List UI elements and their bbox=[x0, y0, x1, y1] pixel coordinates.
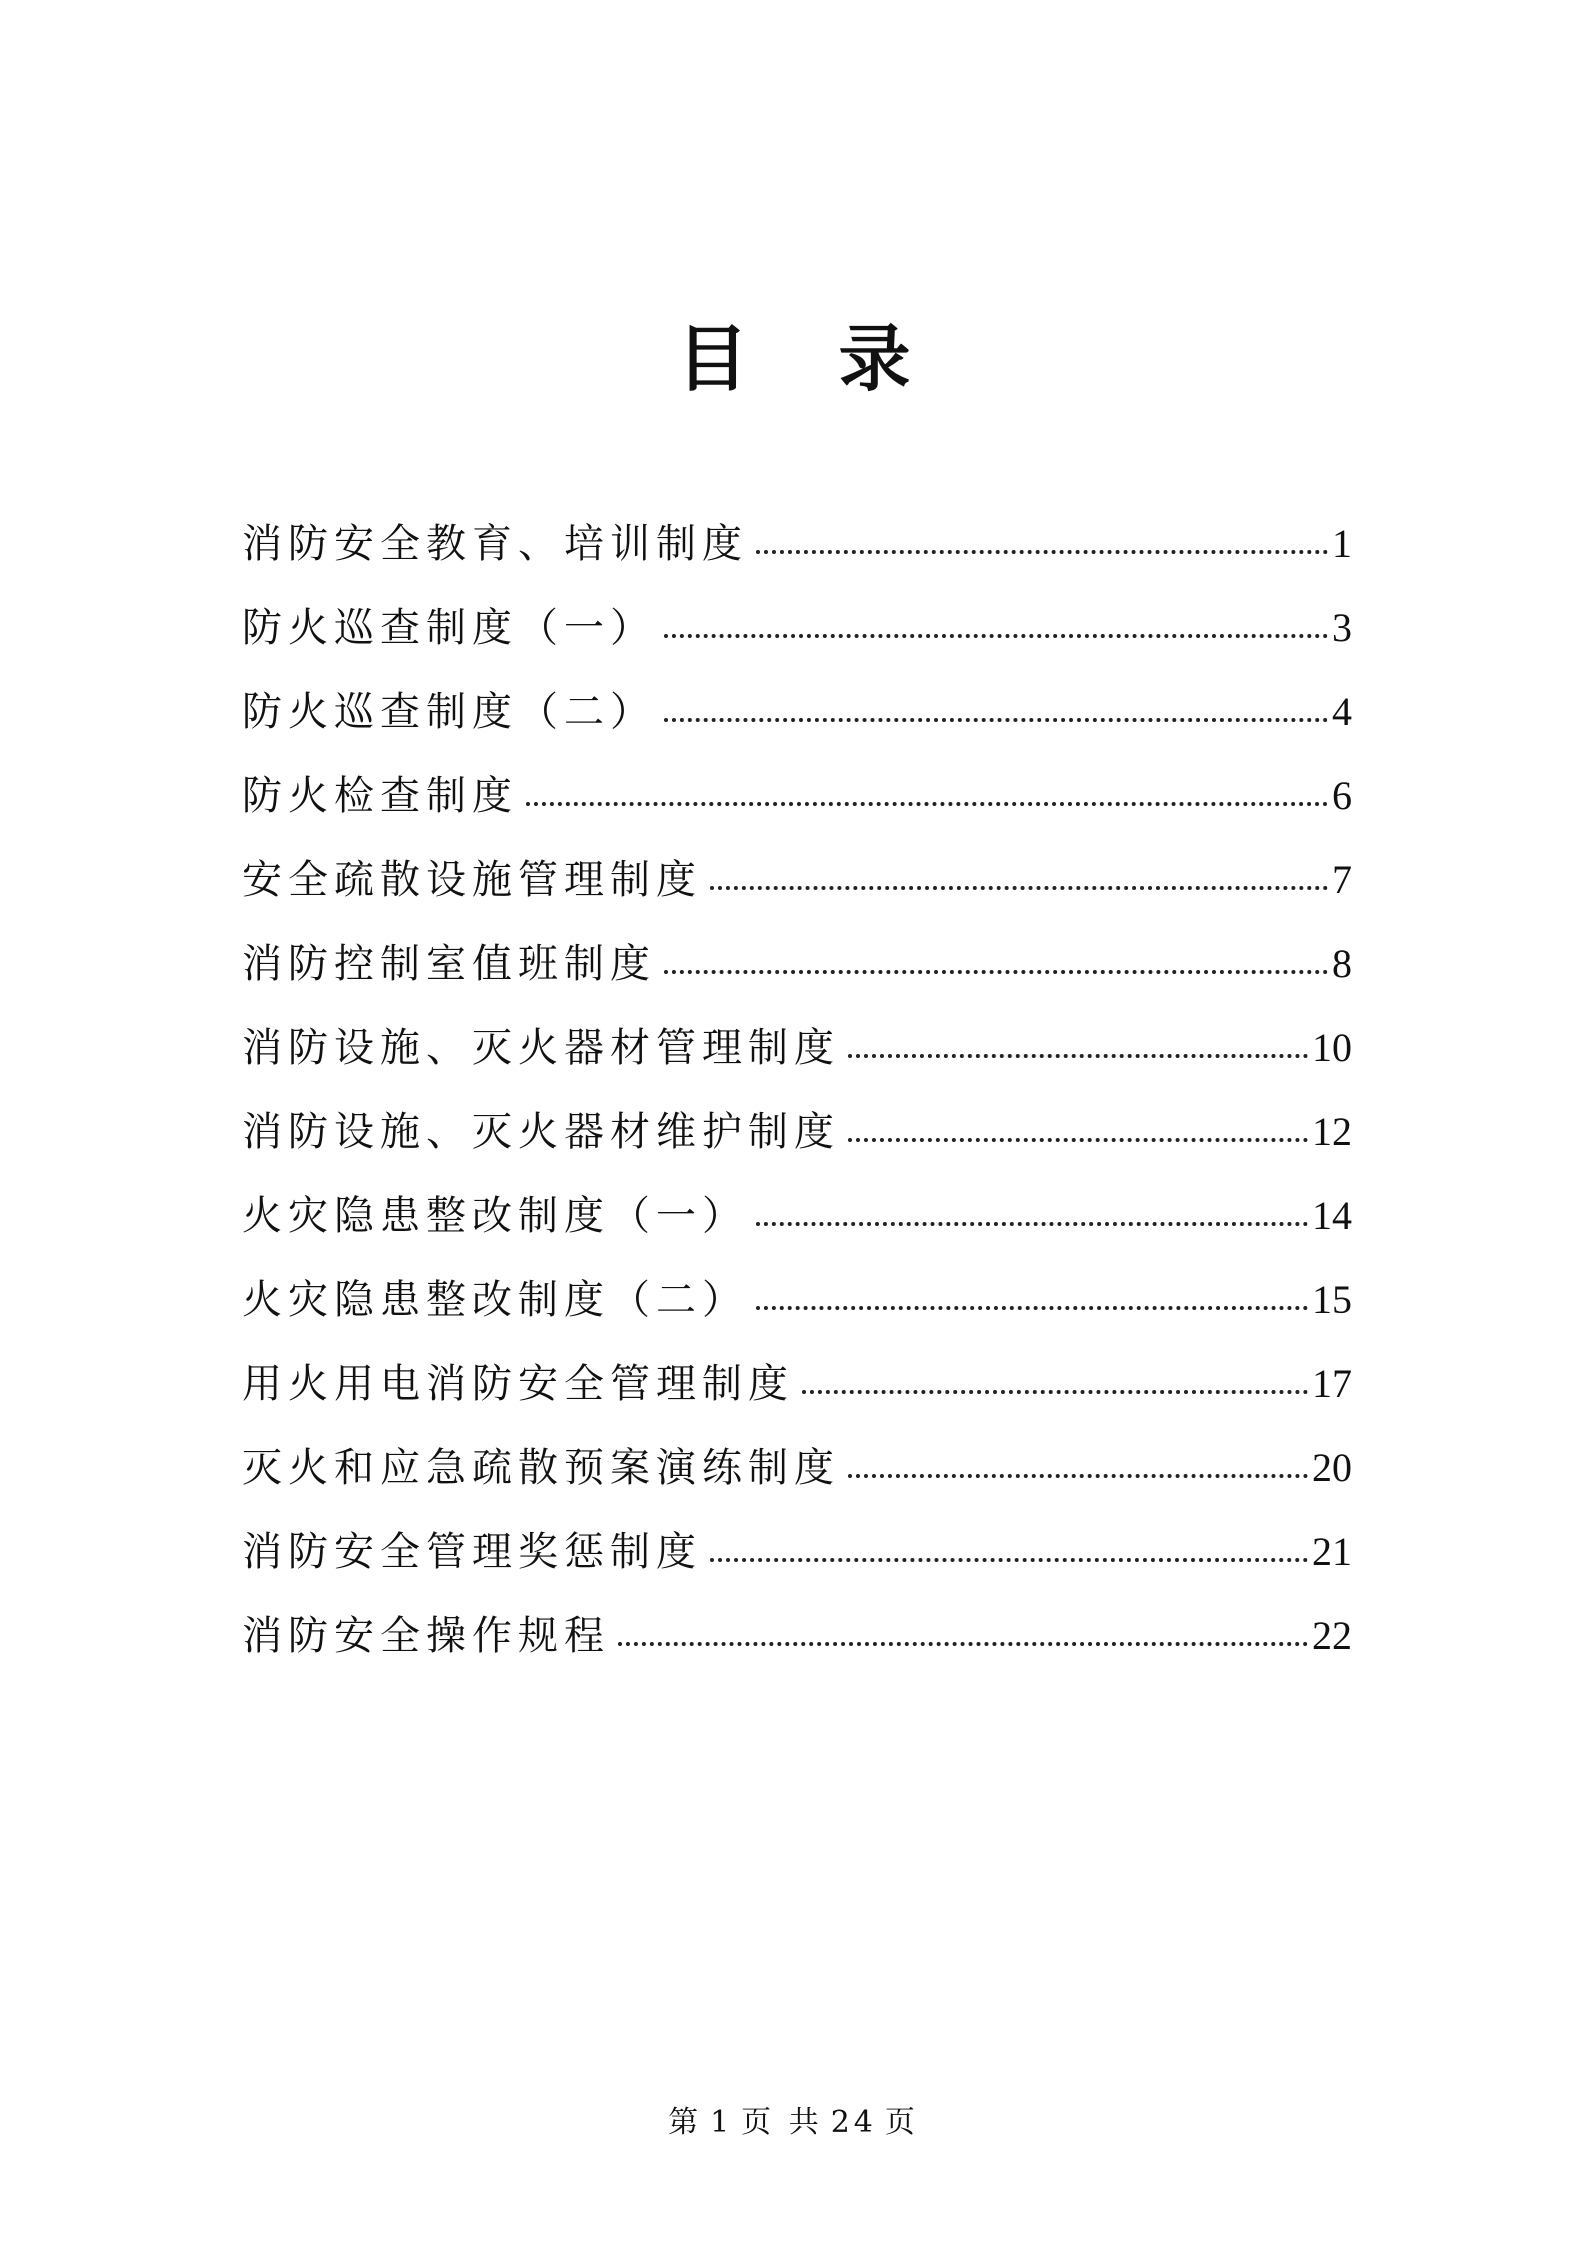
footer-total-pages: 24 bbox=[830, 2105, 877, 2140]
toc-entry-page: 7 bbox=[1332, 857, 1352, 902]
toc-entry-page: 8 bbox=[1332, 941, 1352, 986]
toc-entry-page: 20 bbox=[1312, 1445, 1352, 1490]
toc-entry-title: 火灾隐患整改制度（一） bbox=[242, 1193, 748, 1239]
toc-leader-dots bbox=[756, 1306, 1308, 1310]
page-title-char-1: 目 bbox=[676, 316, 749, 402]
toc-entry-page: 14 bbox=[1312, 1193, 1352, 1238]
page-title bbox=[0, 316, 1587, 402]
toc-entry[interactable] bbox=[242, 1404, 1352, 1491]
footer-prefix: 第 bbox=[668, 2105, 703, 2140]
toc-entry-title: 消防设施、灭火器材维护制度 bbox=[242, 1109, 840, 1155]
toc-leader-dots bbox=[848, 1054, 1308, 1058]
toc-entry-title: 防火巡查制度（一） bbox=[242, 605, 656, 651]
toc-leader-dots bbox=[802, 1390, 1308, 1394]
toc-entry-title: 消防控制室值班制度 bbox=[242, 941, 656, 987]
toc-entry[interactable] bbox=[242, 564, 1352, 651]
toc-entry-title: 防火巡查制度（二） bbox=[242, 689, 656, 735]
toc-leader-dots bbox=[710, 1558, 1308, 1562]
toc-entry-page: 4 bbox=[1332, 689, 1352, 734]
toc-entry-page: 17 bbox=[1312, 1361, 1352, 1406]
toc-entry[interactable] bbox=[242, 648, 1352, 735]
toc-entry[interactable] bbox=[242, 480, 1352, 567]
toc-entry-page: 1 bbox=[1332, 521, 1352, 566]
toc-entry-page: 3 bbox=[1332, 605, 1352, 650]
toc-entry[interactable] bbox=[242, 1572, 1352, 1659]
page-footer bbox=[0, 2097, 1587, 2141]
table-of-contents bbox=[242, 480, 1352, 1659]
toc-entry-title: 消防安全操作规程 bbox=[242, 1613, 610, 1659]
toc-entry[interactable] bbox=[242, 1320, 1352, 1407]
toc-entry[interactable] bbox=[242, 1068, 1352, 1155]
toc-entry[interactable] bbox=[242, 1488, 1352, 1575]
toc-entry-title: 火灾隐患整改制度（二） bbox=[242, 1277, 748, 1323]
toc-entry-page: 22 bbox=[1312, 1613, 1352, 1658]
toc-entry-title: 防火检查制度 bbox=[242, 773, 518, 819]
toc-entry-title: 安全疏散设施管理制度 bbox=[242, 857, 702, 903]
toc-entry[interactable] bbox=[242, 816, 1352, 903]
toc-entry[interactable] bbox=[242, 732, 1352, 819]
toc-entry-title: 灭火和应急疏散预案演练制度 bbox=[242, 1445, 840, 1491]
toc-entry-page: 12 bbox=[1312, 1109, 1352, 1154]
toc-entry-title: 消防安全管理奖惩制度 bbox=[242, 1529, 702, 1575]
toc-entry-page: 6 bbox=[1332, 773, 1352, 818]
toc-entry[interactable] bbox=[242, 1236, 1352, 1323]
toc-leader-dots bbox=[756, 1222, 1308, 1226]
toc-entry-title: 消防安全教育、培训制度 bbox=[242, 521, 748, 567]
toc-entry-title: 消防设施、灭火器材管理制度 bbox=[242, 1025, 840, 1071]
toc-entry-page: 21 bbox=[1312, 1529, 1352, 1574]
toc-entry-page: 15 bbox=[1312, 1277, 1352, 1322]
toc-leader-dots bbox=[756, 550, 1328, 554]
footer-current-page: 1 bbox=[710, 2105, 734, 2140]
toc-entry[interactable] bbox=[242, 984, 1352, 1071]
toc-leader-dots bbox=[848, 1138, 1308, 1142]
toc-leader-dots bbox=[664, 970, 1328, 974]
toc-leader-dots bbox=[848, 1474, 1308, 1478]
toc-entry-page: 10 bbox=[1312, 1025, 1352, 1070]
toc-leader-dots bbox=[664, 634, 1328, 638]
footer-suffix: 页 bbox=[884, 2105, 919, 2140]
toc-leader-dots bbox=[710, 886, 1328, 890]
footer-middle: 页 共 bbox=[741, 2105, 823, 2140]
page-title-char-2: 录 bbox=[838, 316, 911, 402]
toc-entry[interactable] bbox=[242, 900, 1352, 987]
toc-leader-dots bbox=[526, 802, 1328, 806]
toc-leader-dots bbox=[664, 718, 1328, 722]
toc-entry[interactable] bbox=[242, 1152, 1352, 1239]
toc-entry-title: 用火用电消防安全管理制度 bbox=[242, 1361, 794, 1407]
toc-leader-dots bbox=[618, 1642, 1308, 1646]
